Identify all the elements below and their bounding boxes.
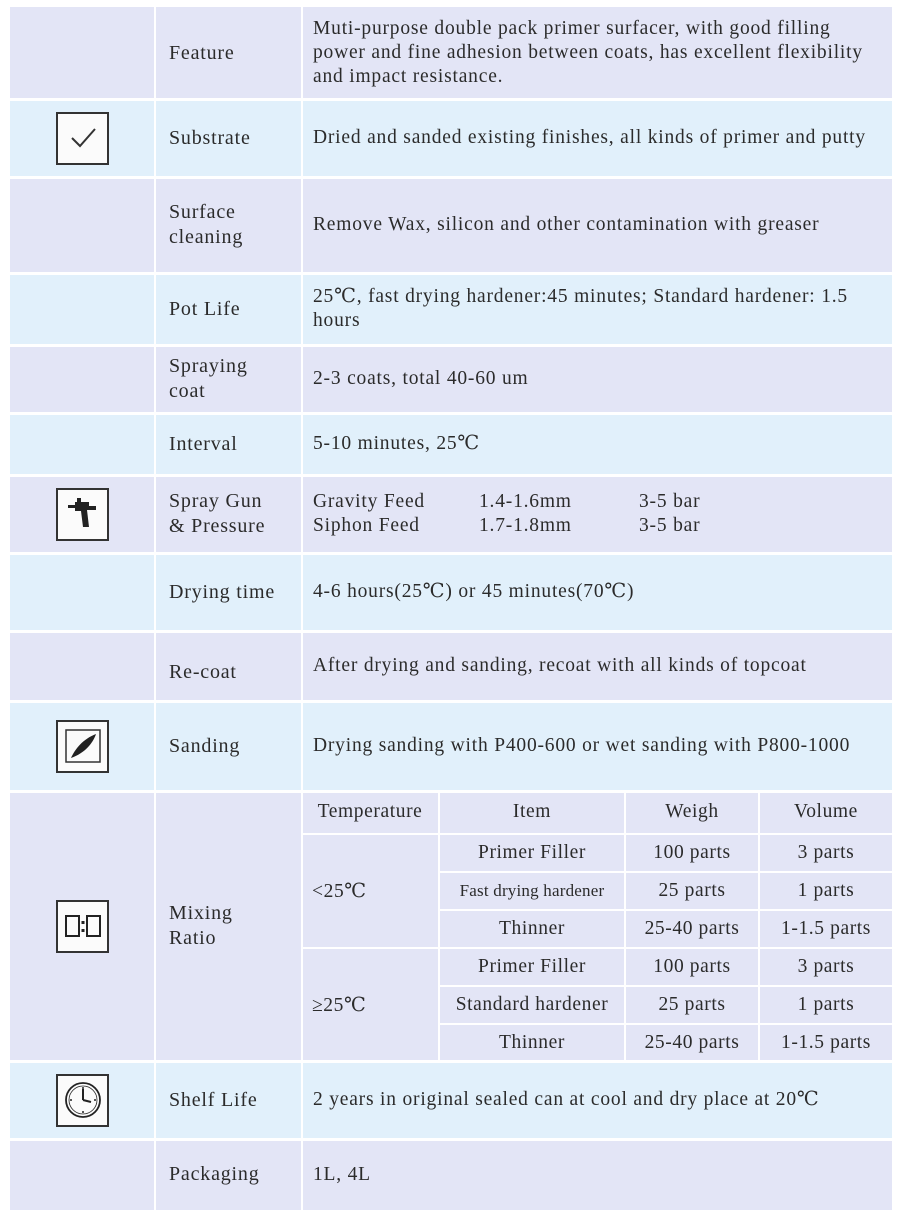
header-weigh: Weigh [665, 801, 719, 822]
recoat-row [10, 631, 892, 701]
spraying-coat-label: Spraying coat [169, 355, 248, 402]
volume-cell: 3 parts [797, 956, 855, 977]
item-cell: Primer Filler [478, 956, 586, 977]
substrate-label: Substrate [169, 126, 251, 149]
feature-row [10, 7, 892, 99]
spraying-coat-row [10, 345, 892, 413]
mixing-ratio-row [10, 791, 892, 1061]
substrate-row [10, 99, 892, 177]
surface-cleaning-label: Surface cleaning [169, 201, 244, 248]
header-temperature: Temperature [317, 801, 423, 822]
weigh-cell: 25 parts [658, 880, 726, 901]
pot-life-value: 25℃, fast drying hardener:45 minutes; Standard hardener: 1.5 hours [313, 286, 848, 331]
clock-icon [56, 1074, 109, 1127]
feature-label: Feature [169, 41, 235, 64]
volume-cell: 1 parts [797, 880, 855, 901]
sanding-label: Sanding [169, 734, 241, 757]
volume-cell: 1-1.5 parts [781, 1032, 871, 1053]
temp-below-25: <25℃ [312, 881, 367, 902]
shelf-life-label: Shelf Life [169, 1088, 258, 1111]
sanding-row [10, 701, 892, 791]
surface-cleaning-value: Remove Wax, silicon and other contamination with greaser [313, 214, 820, 235]
packaging-label: Packaging [169, 1163, 260, 1185]
header-volume: Volume [794, 801, 858, 822]
spray-gun-row [10, 475, 892, 553]
spray-gun-specs [313, 490, 700, 538]
recoat-label: Re-coat [169, 660, 237, 683]
recoat-value: After drying and sanding, recoat with all kinds of topcoat [313, 655, 807, 676]
weigh-cell: 100 parts [653, 956, 731, 977]
pot-life-label: Pot Life [169, 297, 241, 320]
item-cell: Fast drying hardener [459, 881, 605, 900]
gun-type: Gravity Feed [313, 491, 425, 512]
gun-nozzle: 1.4-1.6mm [479, 491, 572, 512]
surface-cleaning-row [10, 177, 892, 273]
drying-time-row [10, 553, 892, 631]
gun-pressure: 3-5 bar [639, 491, 701, 512]
shelf-life-row [10, 1061, 892, 1139]
spray-gun-icon [56, 488, 109, 541]
weigh-cell: 100 parts [653, 842, 731, 863]
feature-value: Muti-purpose double pack primer surfacer, with good filling power and fine adhesion between coats, has excellent flexibility and impact resistance. [313, 18, 863, 87]
weigh-cell: 25-40 parts [644, 1032, 740, 1053]
shelf-life-value: 2 years in original sealed can at cool and dry place at 20℃ [313, 1089, 820, 1110]
header-item: Item [512, 801, 552, 822]
substrate-value: Dried and sanded existing finishes, all kinds of primer and putty [313, 127, 866, 148]
weigh-cell: 25 parts [658, 994, 726, 1015]
spraying-coat-value: 2-3 coats, total 40-60 um [313, 368, 529, 389]
volume-cell: 1 parts [797, 994, 855, 1015]
volume-cell: 3 parts [797, 842, 855, 863]
interval-value: 5-10 minutes, 25℃ [313, 433, 481, 454]
packaging-row [10, 1139, 892, 1210]
drying-time-value: 4-6 hours(25℃) or 45 minutes(70℃) [313, 581, 635, 602]
item-cell: Primer Filler [478, 842, 586, 863]
volume-cell: 1-1.5 parts [781, 918, 871, 939]
checkmark-icon [56, 112, 109, 165]
temp-above-25: ≥25℃ [312, 995, 367, 1016]
mixing-ratio-label: Mixing Ratio [169, 902, 233, 949]
drying-time-label: Drying time [169, 580, 276, 603]
gun-nozzle: 1.7-1.8mm [479, 515, 572, 536]
spray-gun-label-line1: Spray Gun [169, 490, 263, 512]
sanding-value: Drying sanding with P400-600 or wet sanding with P800-1000 [313, 735, 851, 756]
interval-label: Interval [169, 432, 238, 455]
sanding-paper-icon [56, 720, 109, 773]
item-cell: Thinner [499, 1032, 565, 1053]
spray-gun-label-line2: & Pressure [169, 515, 266, 537]
product-spec-sheet [10, 7, 892, 1210]
packaging-value: 1L, 4L [313, 1163, 371, 1185]
item-cell: Thinner [499, 918, 565, 939]
gun-type: Siphon Feed [313, 515, 420, 536]
weigh-cell: 25-40 parts [644, 918, 740, 939]
gun-pressure: 3-5 bar [639, 515, 701, 536]
mixing-ratio-table [302, 791, 892, 1061]
item-cell: Standard hardener [455, 994, 609, 1015]
pot-life-row [10, 273, 892, 345]
ratio-icon [56, 900, 109, 953]
interval-row [10, 413, 892, 475]
